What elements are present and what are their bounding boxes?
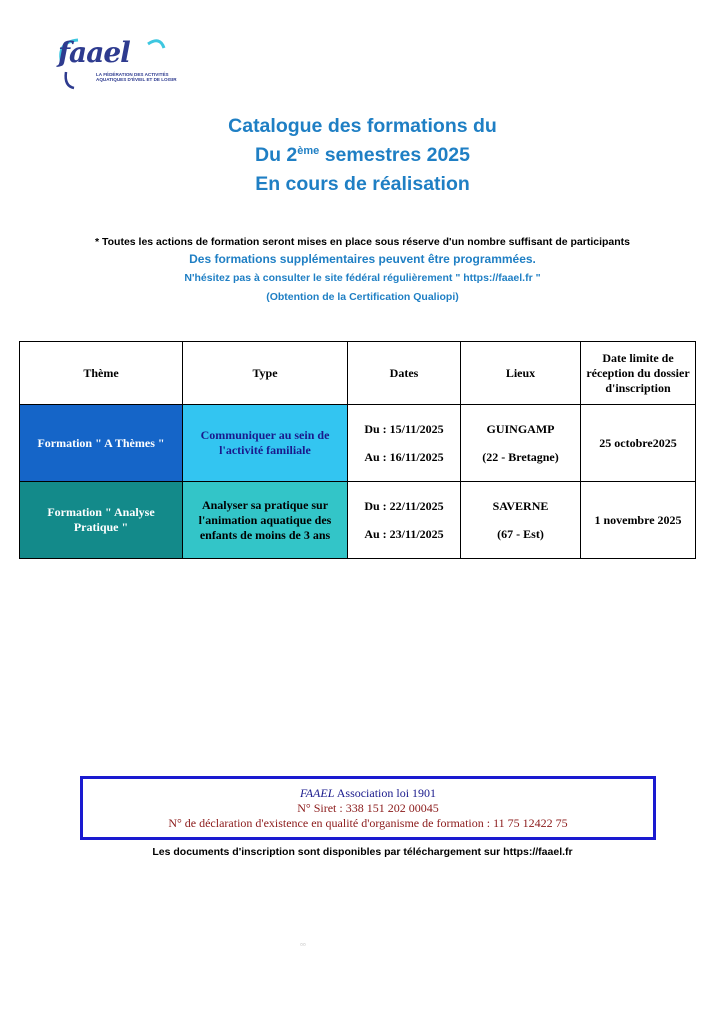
header-type: Type xyxy=(183,342,348,405)
row-theme: Formation " A Thèmes " xyxy=(20,405,183,482)
row-deadline: 1 novembre 2025 xyxy=(581,482,696,559)
row-place: GUINGAMP (22 - Bretagne) xyxy=(461,405,581,482)
page-title xyxy=(0,112,725,199)
row-dates: Du : 15/11/2025 Au : 16/11/2025 xyxy=(348,405,461,482)
association-name: FAAEL Association loi 1901 xyxy=(299,786,437,800)
table-header-row xyxy=(20,342,696,405)
row-deadline: 25 octobre2025 xyxy=(581,405,696,482)
header-theme: Thème xyxy=(20,342,183,405)
association-info-box xyxy=(80,776,656,840)
title-line-1: Catalogue des formations du xyxy=(228,115,497,137)
row-dates: Du : 22/11/2025 Au : 23/11/2025 xyxy=(348,482,461,559)
title-line-3: En cours de réalisation xyxy=(255,173,470,195)
header-dates: Dates xyxy=(348,342,461,405)
row-type: Analyser sa pratique sur l'animation aquatique des enfants de moins de 3 ans xyxy=(183,482,348,559)
logo-tagline: LA FÉDÉRATION DES ACTIVITÉS AQUATIQUES D'ÉVEIL ET DE LOISIR xyxy=(96,72,177,83)
faael-logo xyxy=(52,34,177,94)
notes-section xyxy=(0,234,725,307)
row-type: Communiquer au sein de l'activité familiale xyxy=(183,405,348,482)
row-theme: Formation " Analyse Pratique " xyxy=(20,482,183,559)
row-place: SAVERNE (67 - Est) xyxy=(461,482,581,559)
logo-wordmark: faael xyxy=(58,36,130,69)
header-deadline: Date limite de réception du dossier d'inscription xyxy=(581,342,696,405)
page-mark-icon: ▫▫ xyxy=(300,940,306,949)
declaration-number: N° de déclaration d'existence en qualité d'organisme de formation : 11 75 12422 75 xyxy=(168,816,568,830)
qualiopi-text: (Obtention de la Certification Qualiopi) xyxy=(266,291,459,303)
training-table xyxy=(19,341,696,559)
site-link-text: N'hésitez pas à consulter le site fédéral régulièrement " https://faael.fr " xyxy=(184,272,541,284)
disclaimer-text: * Toutes les actions de formation seront mises en place sous réserve d'un nombre suffisant de participants xyxy=(94,236,631,248)
table-row xyxy=(20,405,696,482)
download-note: Les documents d'inscription sont disponibles par téléchargement sur https://faael.fr xyxy=(152,846,573,858)
extra-trainings-text: Des formations supplémentaires peuvent être programmées. xyxy=(189,252,536,266)
header-places: Lieux xyxy=(461,342,581,405)
title-line-2: Du 2ème semestres 2025 xyxy=(254,144,470,166)
siret-number: N° Siret : 338 151 202 00045 xyxy=(297,801,439,815)
table-row xyxy=(20,482,696,559)
